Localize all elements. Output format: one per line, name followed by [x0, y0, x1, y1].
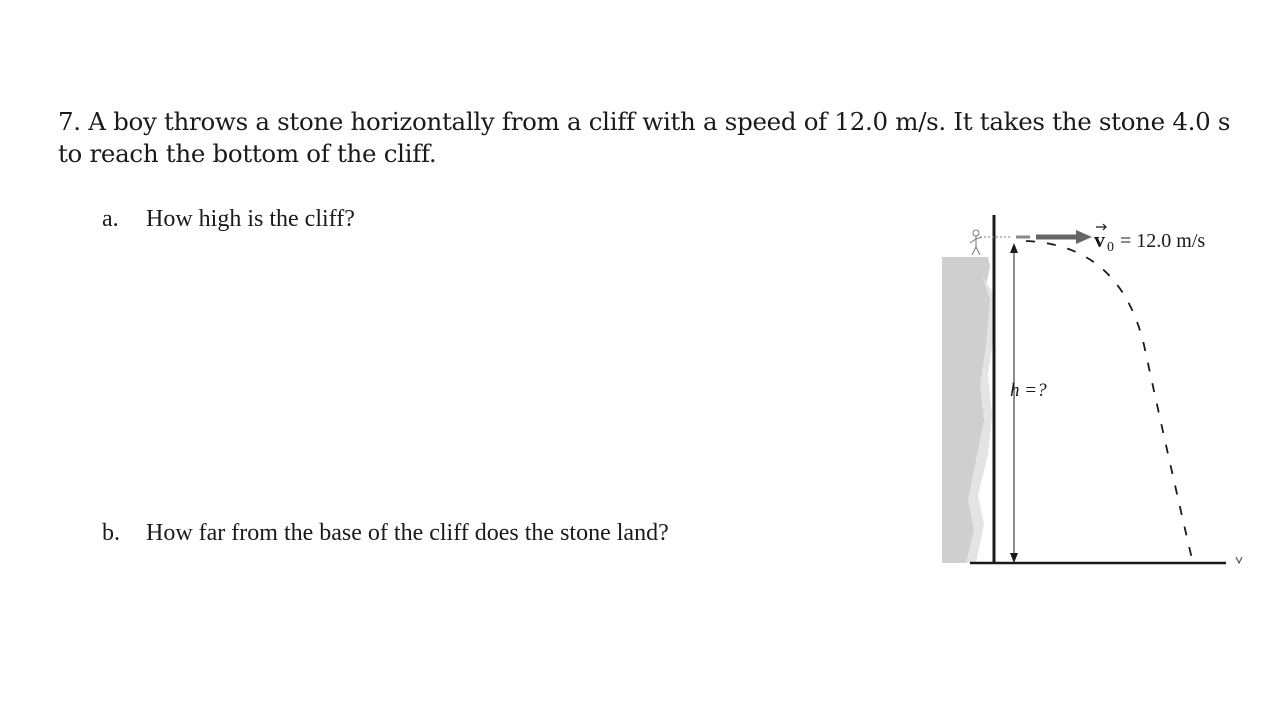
part-b-text: How far from the base of the cliff does the stone land? [146, 520, 669, 546]
part-a-letter: a. [102, 206, 119, 232]
part-a [102, 204, 355, 234]
boy-icon [970, 230, 982, 255]
ground-tick [1236, 557, 1242, 563]
height-arrow-bottom [1010, 553, 1018, 563]
velocity-arrow-head [1076, 230, 1092, 244]
cliff-diagram [930, 205, 1260, 585]
part-b [102, 518, 669, 548]
velocity-subscript: 0 [1107, 240, 1114, 255]
part-a-text: How high is the cliff? [146, 206, 355, 232]
height-label: h =? [1010, 380, 1047, 401]
velocity-symbol: v [1094, 227, 1105, 252]
part-b-letter: b. [102, 520, 120, 546]
trajectory-path [1026, 241, 1192, 559]
question-text: 7. A boy throws a stone horizontally from a cliff with a speed of 12.0 m/s. It takes the stone 4.0 s to reach the bottom of the cliff. [58, 107, 1231, 168]
height-arrow-top [1010, 243, 1018, 253]
velocity-value: = 12.0 m/s [1120, 230, 1206, 252]
